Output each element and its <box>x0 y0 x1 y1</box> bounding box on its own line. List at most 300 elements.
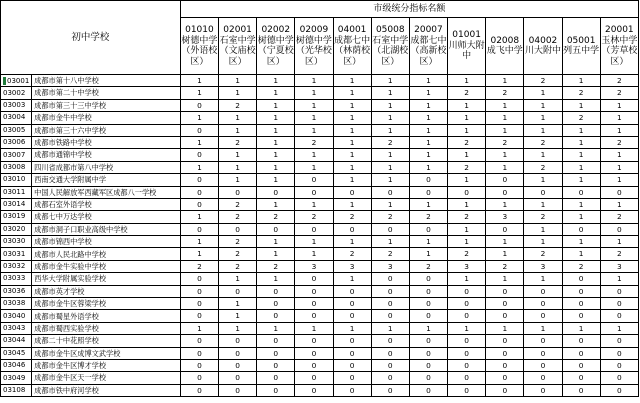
quota-cell[interactable]: 2 <box>524 161 562 173</box>
quota-cell[interactable]: 1 <box>486 124 524 136</box>
quota-cell[interactable]: 0 <box>180 372 218 384</box>
quota-cell[interactable]: 0 <box>295 384 333 396</box>
quota-cell[interactable]: 0 <box>219 285 257 297</box>
quota-cell[interactable]: 1 <box>333 273 371 285</box>
quota-cell[interactable]: 2 <box>524 136 562 148</box>
quota-cell[interactable]: 0 <box>486 347 524 359</box>
quota-cell[interactable]: 0 <box>524 359 562 371</box>
quota-cell[interactable]: 0 <box>562 384 600 396</box>
quota-cell[interactable]: 1 <box>448 223 486 235</box>
quota-cell[interactable]: 0 <box>295 359 333 371</box>
quota-cell[interactable]: 1 <box>524 124 562 136</box>
column-header[interactable]: 02001 石室中学（文庙校区） <box>219 18 257 75</box>
quota-cell[interactable]: 0 <box>448 347 486 359</box>
quota-cell[interactable]: 1 <box>257 87 295 99</box>
quota-cell[interactable]: 0 <box>371 186 409 198</box>
quota-cell[interactable]: 1 <box>219 298 257 310</box>
quota-cell[interactable]: 0 <box>333 285 371 297</box>
quota-cell[interactable]: 0 <box>371 335 409 347</box>
quota-cell[interactable]: 1 <box>371 236 409 248</box>
quota-cell[interactable]: 1 <box>524 273 562 285</box>
quota-cell[interactable]: 0 <box>448 285 486 297</box>
quota-cell[interactable]: 0 <box>180 223 218 235</box>
quota-cell[interactable]: 1 <box>524 198 562 210</box>
quota-cell[interactable]: 0 <box>219 359 257 371</box>
quota-cell[interactable]: 1 <box>409 236 447 248</box>
quota-cell[interactable]: 0 <box>180 310 218 322</box>
quota-cell[interactable]: 1 <box>600 322 638 334</box>
quota-cell[interactable]: 0 <box>257 186 295 198</box>
column-header[interactable]: 05001 列五中学 <box>562 18 600 75</box>
quota-cell[interactable]: 1 <box>486 322 524 334</box>
quota-cell[interactable]: 0 <box>448 186 486 198</box>
quota-cell[interactable]: 1 <box>562 174 600 186</box>
quota-cell[interactable]: 1 <box>257 124 295 136</box>
quota-cell[interactable]: 1 <box>409 322 447 334</box>
school-name-cell[interactable]: 成都市金牛区天一学校 <box>32 372 181 384</box>
school-code-cell[interactable] <box>1 186 32 198</box>
quota-cell[interactable]: 1 <box>371 99 409 111</box>
column-header[interactable]: 02008 成飞中学 <box>486 18 524 75</box>
quota-cell[interactable]: 0 <box>219 335 257 347</box>
column-header[interactable]: 01001 川师大附中 <box>448 18 486 75</box>
school-code-cell[interactable] <box>1 99 32 111</box>
quota-cell[interactable]: 0 <box>219 384 257 396</box>
quota-cell[interactable]: 2 <box>219 248 257 260</box>
quota-cell[interactable]: 1 <box>295 161 333 173</box>
column-header[interactable]: 02009 树德中学（光华校区） <box>295 18 333 75</box>
quota-cell[interactable]: 1 <box>180 248 218 260</box>
school-name-cell[interactable]: 西南交通大学附属中学 <box>32 174 181 186</box>
quota-cell[interactable]: 1 <box>409 124 447 136</box>
quota-cell[interactable]: 1 <box>219 322 257 334</box>
quota-cell[interactable]: 0 <box>562 223 600 235</box>
quota-cell[interactable]: 1 <box>600 174 638 186</box>
quota-cell[interactable]: 1 <box>486 75 524 87</box>
quota-cell[interactable]: 0 <box>295 186 333 198</box>
quota-cell[interactable]: 0 <box>371 273 409 285</box>
quota-cell[interactable]: 1 <box>180 211 218 223</box>
quota-cell[interactable]: 1 <box>486 161 524 173</box>
quota-cell[interactable]: 3 <box>448 260 486 272</box>
quota-cell[interactable]: 0 <box>219 372 257 384</box>
school-name-cell[interactable]: 四川省成都市第八中学校 <box>32 161 181 173</box>
quota-cell[interactable]: 0 <box>257 372 295 384</box>
quota-cell[interactable]: 1 <box>409 149 447 161</box>
quota-cell[interactable]: 1 <box>333 198 371 210</box>
quota-cell[interactable]: 2 <box>448 211 486 223</box>
quota-cell[interactable]: 0 <box>600 298 638 310</box>
column-header[interactable]: 05008 石室中学（北湖校区） <box>371 18 409 75</box>
quota-cell[interactable]: 1 <box>486 248 524 260</box>
quota-cell[interactable]: 2 <box>448 248 486 260</box>
quota-cell[interactable]: 2 <box>486 260 524 272</box>
quota-cell[interactable]: 1 <box>180 75 218 87</box>
school-code-cell[interactable] <box>1 198 32 210</box>
quota-cell[interactable]: 1 <box>448 112 486 124</box>
quota-cell[interactable]: 0 <box>409 273 447 285</box>
quota-cell[interactable]: 1 <box>600 149 638 161</box>
quota-cell[interactable]: 2 <box>562 87 600 99</box>
quota-cell[interactable]: 0 <box>180 298 218 310</box>
quota-cell[interactable]: 1 <box>219 87 257 99</box>
quota-cell[interactable]: 0 <box>524 310 562 322</box>
quota-cell[interactable]: 0 <box>219 223 257 235</box>
quota-cell[interactable]: 1 <box>295 75 333 87</box>
quota-cell[interactable]: 0 <box>180 285 218 297</box>
quota-cell[interactable]: 1 <box>600 273 638 285</box>
quota-cell[interactable]: 1 <box>257 112 295 124</box>
quota-cell[interactable]: 0 <box>562 335 600 347</box>
quota-cell[interactable]: 1 <box>333 75 371 87</box>
school-name-cell[interactable]: 成都市金牛实验中学校 <box>32 260 181 272</box>
quota-cell[interactable]: 0 <box>257 223 295 235</box>
quota-cell[interactable]: 0 <box>409 372 447 384</box>
quota-cell[interactable]: 0 <box>257 298 295 310</box>
quota-cell[interactable]: 0 <box>295 310 333 322</box>
quota-cell[interactable]: 1 <box>257 161 295 173</box>
quota-cell[interactable]: 0 <box>448 310 486 322</box>
quota-cell[interactable]: 1 <box>409 136 447 148</box>
quota-cell[interactable]: 0 <box>562 298 600 310</box>
school-code-cell[interactable] <box>1 136 32 148</box>
quota-cell[interactable]: 0 <box>600 285 638 297</box>
quota-cell[interactable]: 1 <box>371 322 409 334</box>
quota-cell[interactable]: 2 <box>524 248 562 260</box>
quota-cell[interactable]: 3 <box>371 260 409 272</box>
quota-cell[interactable]: 1 <box>409 248 447 260</box>
quota-cell[interactable]: 1 <box>219 273 257 285</box>
column-header[interactable]: 04001 成都七中（林荫校区） <box>333 18 371 75</box>
quota-cell[interactable]: 1 <box>371 174 409 186</box>
quota-cell[interactable]: 2 <box>448 161 486 173</box>
quota-cell[interactable]: 2 <box>219 260 257 272</box>
quota-cell[interactable]: 2 <box>219 198 257 210</box>
quota-cell[interactable]: 1 <box>409 112 447 124</box>
quota-cell[interactable]: 2 <box>600 211 638 223</box>
quota-cell[interactable]: 0 <box>219 347 257 359</box>
quota-cell[interactable]: 0 <box>295 298 333 310</box>
quota-cell[interactable]: 0 <box>409 384 447 396</box>
quota-cell[interactable]: 1 <box>257 99 295 111</box>
quota-cell[interactable]: 0 <box>180 124 218 136</box>
column-header[interactable]: 04002 川大附中 <box>524 18 562 75</box>
quota-cell[interactable]: 0 <box>371 298 409 310</box>
school-code-cell[interactable] <box>1 174 32 186</box>
quota-cell[interactable]: 1 <box>180 161 218 173</box>
quota-cell[interactable]: 1 <box>448 236 486 248</box>
quota-cell[interactable]: 0 <box>600 359 638 371</box>
school-name-cell[interactable]: 成都市铁中府河学校 <box>32 384 181 396</box>
quota-cell[interactable]: 0 <box>600 310 638 322</box>
quota-cell[interactable]: 1 <box>333 322 371 334</box>
quota-cell[interactable]: 3 <box>295 260 333 272</box>
school-code-cell[interactable] <box>1 87 32 99</box>
quota-cell[interactable]: 2 <box>448 87 486 99</box>
school-name-cell[interactable]: 中国人民解放军西藏军区成都八一学校 <box>32 186 181 198</box>
quota-cell[interactable]: 0 <box>486 335 524 347</box>
quota-cell[interactable]: 1 <box>562 236 600 248</box>
quota-cell[interactable]: 2 <box>600 248 638 260</box>
quota-cell[interactable]: 1 <box>562 211 600 223</box>
quota-cell[interactable]: 0 <box>333 298 371 310</box>
quota-cell[interactable]: 1 <box>562 136 600 148</box>
quota-cell[interactable]: 0 <box>600 186 638 198</box>
quota-cell[interactable]: 1 <box>524 87 562 99</box>
quota-cell[interactable]: 1 <box>448 174 486 186</box>
quota-cell[interactable]: 1 <box>257 149 295 161</box>
quota-cell[interactable]: 1 <box>600 99 638 111</box>
quota-cell[interactable]: 1 <box>562 161 600 173</box>
quota-cell[interactable]: 1 <box>371 112 409 124</box>
quota-cell[interactable]: 1 <box>600 198 638 210</box>
quota-cell[interactable]: 1 <box>486 149 524 161</box>
quota-cell[interactable]: 0 <box>180 99 218 111</box>
school-code-cell[interactable] <box>1 310 32 322</box>
column-header[interactable]: 20007 成都七中（高新校区） <box>409 18 447 75</box>
quota-cell[interactable]: 1 <box>524 322 562 334</box>
quota-cell[interactable]: 2 <box>333 211 371 223</box>
quota-cell[interactable]: 1 <box>295 87 333 99</box>
quota-cell[interactable]: 1 <box>448 124 486 136</box>
quota-cell[interactable]: 0 <box>333 359 371 371</box>
quota-cell[interactable]: 0 <box>219 186 257 198</box>
quota-cell[interactable]: 0 <box>524 372 562 384</box>
quota-cell[interactable]: 2 <box>371 248 409 260</box>
quota-cell[interactable]: 2 <box>371 211 409 223</box>
quota-cell[interactable]: 0 <box>180 273 218 285</box>
quota-cell[interactable]: 1 <box>371 124 409 136</box>
quota-cell[interactable]: 3 <box>600 260 638 272</box>
quota-cell[interactable]: 2 <box>219 236 257 248</box>
quota-cell[interactable]: 1 <box>295 149 333 161</box>
quota-cell[interactable]: 1 <box>562 149 600 161</box>
quota-cell[interactable]: 0 <box>562 347 600 359</box>
quota-cell[interactable]: 1 <box>562 99 600 111</box>
quota-cell[interactable]: 1 <box>257 236 295 248</box>
quota-cell[interactable]: 2 <box>600 87 638 99</box>
quota-cell[interactable]: 1 <box>562 198 600 210</box>
column-header[interactable]: 20001 玉林中学（芳草校区） <box>600 18 638 75</box>
school-code-cell[interactable] <box>1 248 32 260</box>
quota-cell[interactable]: 0 <box>257 384 295 396</box>
school-name-cell[interactable]: 成都市金牛区成博文武学校 <box>32 347 181 359</box>
quota-cell[interactable]: 1 <box>333 236 371 248</box>
quota-cell[interactable]: 0 <box>371 310 409 322</box>
quota-cell[interactable]: 2 <box>295 136 333 148</box>
quota-cell[interactable]: 0 <box>562 186 600 198</box>
quota-cell[interactable]: 1 <box>562 322 600 334</box>
quota-cell[interactable]: 1 <box>180 236 218 248</box>
quota-cell[interactable]: 1 <box>409 87 447 99</box>
quota-cell[interactable]: 1 <box>295 236 333 248</box>
quota-cell[interactable]: 0 <box>524 335 562 347</box>
quota-cell[interactable]: 0 <box>600 372 638 384</box>
school-code-cell[interactable] <box>1 285 32 297</box>
quota-cell[interactable]: 1 <box>409 161 447 173</box>
quota-cell[interactable]: 1 <box>409 75 447 87</box>
quota-cell[interactable]: 0 <box>257 335 295 347</box>
quota-cell[interactable]: 1 <box>600 112 638 124</box>
quota-cell[interactable]: 1 <box>486 198 524 210</box>
school-code-cell[interactable] <box>1 112 32 124</box>
quota-cell[interactable]: 3 <box>333 260 371 272</box>
quota-cell[interactable]: 0 <box>524 347 562 359</box>
quota-cell[interactable]: 1 <box>219 124 257 136</box>
quota-cell[interactable]: 1 <box>524 223 562 235</box>
quota-cell[interactable]: 1 <box>333 124 371 136</box>
quota-cell[interactable]: 0 <box>486 285 524 297</box>
quota-cell[interactable]: 1 <box>257 322 295 334</box>
quota-cell[interactable]: 1 <box>448 149 486 161</box>
quota-cell[interactable]: 0 <box>257 359 295 371</box>
quota-cell[interactable]: 0 <box>562 372 600 384</box>
quota-cell[interactable]: 2 <box>486 136 524 148</box>
quota-cell[interactable]: 1 <box>524 174 562 186</box>
school-code-cell[interactable] <box>1 347 32 359</box>
quota-cell[interactable]: 0 <box>295 223 333 235</box>
quota-cell[interactable]: 1 <box>409 99 447 111</box>
quota-cell[interactable]: 0 <box>409 285 447 297</box>
quota-cell[interactable]: 0 <box>486 372 524 384</box>
quota-cell[interactable]: 0 <box>333 384 371 396</box>
quota-cell[interactable]: 1 <box>257 198 295 210</box>
quota-cell[interactable]: 0 <box>409 298 447 310</box>
quota-cell[interactable]: 2 <box>600 75 638 87</box>
quota-cell[interactable]: 1 <box>295 124 333 136</box>
quota-cell[interactable]: 0 <box>180 198 218 210</box>
school-code-cell[interactable] <box>1 335 32 347</box>
quota-cell[interactable]: 0 <box>257 285 295 297</box>
quota-cell[interactable]: 0 <box>486 223 524 235</box>
quota-cell[interactable]: 1 <box>333 174 371 186</box>
quota-cell[interactable]: 0 <box>448 359 486 371</box>
quota-cell[interactable]: 0 <box>600 384 638 396</box>
quota-cell[interactable]: 0 <box>295 174 333 186</box>
quota-cell[interactable]: 3 <box>486 211 524 223</box>
quota-cell[interactable]: 0 <box>524 285 562 297</box>
quota-cell[interactable]: 1 <box>180 322 218 334</box>
quota-cell[interactable]: 1 <box>562 248 600 260</box>
quota-cell[interactable]: 3 <box>524 260 562 272</box>
quota-cell[interactable]: 0 <box>524 298 562 310</box>
quota-cell[interactable]: 0 <box>486 174 524 186</box>
quota-cell[interactable]: 0 <box>371 359 409 371</box>
quota-cell[interactable]: 0 <box>295 285 333 297</box>
quota-cell[interactable]: 0 <box>333 347 371 359</box>
school-name-cell[interactable]: 成都市铁路中学校 <box>32 136 181 148</box>
school-code-cell[interactable] <box>1 124 32 136</box>
quota-cell[interactable]: 1 <box>371 149 409 161</box>
school-code-cell[interactable] <box>1 75 32 87</box>
quota-cell[interactable]: 2 <box>219 136 257 148</box>
quota-cell[interactable]: 2 <box>409 260 447 272</box>
quota-cell[interactable]: 1 <box>257 75 295 87</box>
quota-cell[interactable]: 1 <box>295 198 333 210</box>
school-code-cell[interactable] <box>1 298 32 310</box>
quota-cell[interactable]: 2 <box>486 87 524 99</box>
quota-cell[interactable]: 0 <box>486 298 524 310</box>
school-name-cell[interactable]: 成都二十中花照学校 <box>32 335 181 347</box>
quota-cell[interactable]: 0 <box>371 384 409 396</box>
quota-cell[interactable]: 0 <box>486 359 524 371</box>
quota-cell[interactable]: 2 <box>409 211 447 223</box>
quota-cell[interactable]: 1 <box>257 174 295 186</box>
quota-cell[interactable]: 2 <box>524 75 562 87</box>
school-name-cell[interactable]: 成都石室外语学校 <box>32 198 181 210</box>
school-name-cell[interactable]: 成都市金牛区博才学校 <box>32 359 181 371</box>
quota-cell[interactable]: 0 <box>180 335 218 347</box>
quota-cell[interactable]: 2 <box>295 211 333 223</box>
quota-cell[interactable]: 1 <box>219 75 257 87</box>
school-name-cell[interactable]: 成都市锦西中学校 <box>32 236 181 248</box>
quota-cell[interactable]: 1 <box>600 161 638 173</box>
quota-cell[interactable]: 0 <box>333 310 371 322</box>
quota-cell[interactable]: 1 <box>219 112 257 124</box>
school-code-cell[interactable] <box>1 260 32 272</box>
quota-cell[interactable]: 2 <box>180 260 218 272</box>
school-name-cell[interactable]: 成都市第三十三中学校 <box>32 99 181 111</box>
quota-cell[interactable]: 1 <box>600 236 638 248</box>
quota-cell[interactable]: 0 <box>600 347 638 359</box>
quota-cell[interactable]: 0 <box>180 174 218 186</box>
quota-cell[interactable]: 1 <box>333 136 371 148</box>
quota-cell[interactable]: 2 <box>562 260 600 272</box>
quota-cell[interactable]: 1 <box>371 198 409 210</box>
school-code-cell[interactable] <box>1 149 32 161</box>
school-name-cell[interactable]: 成都市洞子口职业高级中学校 <box>32 223 181 235</box>
quota-cell[interactable]: 1 <box>333 112 371 124</box>
quota-cell[interactable]: 0 <box>333 223 371 235</box>
quota-cell[interactable]: 0 <box>409 347 447 359</box>
quota-cell[interactable]: 1 <box>295 99 333 111</box>
quota-cell[interactable]: 1 <box>371 75 409 87</box>
quota-cell[interactable]: 1 <box>295 248 333 260</box>
quota-cell[interactable]: 1 <box>600 124 638 136</box>
school-code-cell[interactable] <box>1 223 32 235</box>
quota-cell[interactable]: 0 <box>486 384 524 396</box>
quota-cell[interactable]: 0 <box>333 186 371 198</box>
school-name-cell[interactable]: 成都市金牛中学校 <box>32 112 181 124</box>
school-code-cell[interactable] <box>1 384 32 396</box>
quota-cell[interactable]: 1 <box>180 112 218 124</box>
quota-cell[interactable]: 1 <box>333 149 371 161</box>
quota-cell[interactable]: 1 <box>524 149 562 161</box>
school-code-cell[interactable] <box>1 372 32 384</box>
quota-cell[interactable]: 1 <box>409 198 447 210</box>
quota-cell[interactable]: 0 <box>257 347 295 359</box>
quota-cell[interactable]: 1 <box>562 124 600 136</box>
quota-cell[interactable]: 0 <box>409 223 447 235</box>
quota-cell[interactable]: 0 <box>486 310 524 322</box>
quota-cell[interactable]: 0 <box>448 298 486 310</box>
quota-cell[interactable]: 1 <box>562 75 600 87</box>
school-code-cell[interactable] <box>1 273 32 285</box>
quota-cell[interactable]: 0 <box>295 335 333 347</box>
quota-cell[interactable]: 2 <box>371 136 409 148</box>
quota-cell[interactable]: 1 <box>486 273 524 285</box>
quota-cell[interactable]: 1 <box>448 273 486 285</box>
quota-cell[interactable]: 1 <box>486 236 524 248</box>
school-name-cell[interactable]: 成都市第三十六中学校 <box>32 124 181 136</box>
quota-cell[interactable]: 0 <box>180 359 218 371</box>
school-code-cell[interactable] <box>1 359 32 371</box>
school-name-cell[interactable]: 成都市第十八中学校 <box>32 75 181 87</box>
school-name-cell[interactable]: 成都市金牛区蓉梁学校 <box>32 298 181 310</box>
quota-cell[interactable]: 2 <box>219 211 257 223</box>
quota-cell[interactable]: 1 <box>333 87 371 99</box>
quota-cell[interactable]: 1 <box>371 87 409 99</box>
